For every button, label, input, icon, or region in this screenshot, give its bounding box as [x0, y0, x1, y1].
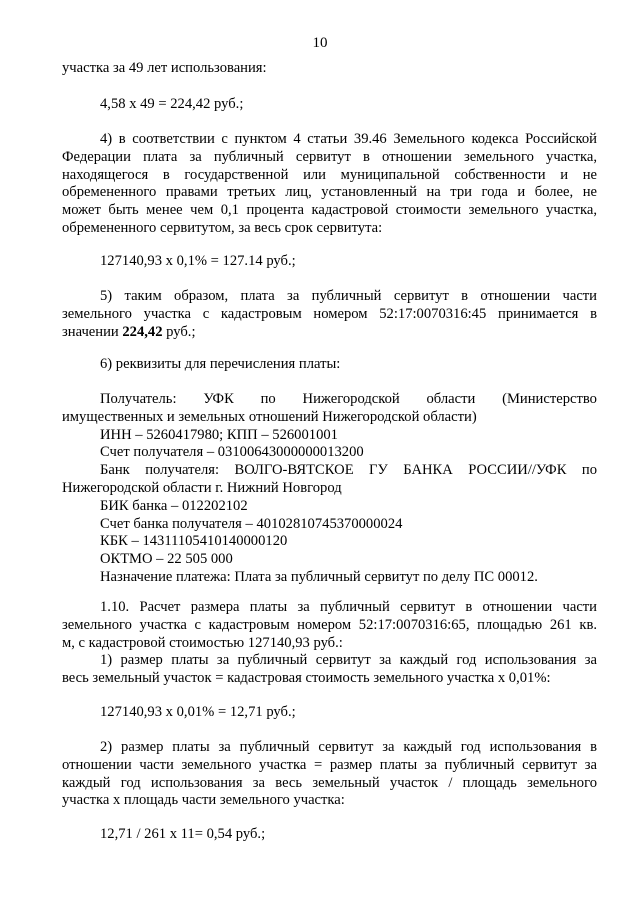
- text-line: 5) таким образом, плата за публичный сервитут в отношении части: [100, 288, 597, 304]
- bank-account-line: Счет банка получателя – 40102810745370000024: [100, 515, 403, 532]
- text-line: Нижегородской области г. Нижний Новгород: [62, 479, 342, 496]
- text-line: значении 224,42 руб.;: [62, 323, 196, 340]
- recipient-bank-line: Банк получателя: ВОЛГО-ВЯТСКОЕ ГУ БАНКА РОССИИ//УФК по: [100, 462, 597, 479]
- text-line: отношении части земельного участка = размер платы за публичный сервитут за: [62, 756, 597, 773]
- kbk-line: КБК – 14311105410140000120: [100, 533, 288, 550]
- text-line: весь земельный участок = кадастровая стоимость земельного участка х 0,01%:: [62, 670, 551, 687]
- text-line: 4) в соответствии с пунктом 4 статьи 39.46 Земельного кодекса Российской: [100, 131, 597, 147]
- text-line: 127140,93 х 0,01% = 12,71 руб.;: [100, 704, 296, 720]
- text-line: 1.10. Расчет размера платы за публичный сервитут в отношении части: [100, 599, 597, 615]
- formula-annual-total: [100, 96, 597, 114]
- payment-requisites: [62, 391, 597, 587]
- recipient-account-line: Счет получателя – 03100643000000013200: [100, 444, 364, 461]
- paragraph-section-1-10: [62, 599, 597, 688]
- formula-part-fee: [100, 826, 597, 844]
- payment-purpose-line: Назначение платежа: Плата за публичный сервитут по делу ПС 00012.: [100, 568, 538, 585]
- text-line: обремененного правами третьих лиц, установленный на три года и более, не: [62, 184, 597, 201]
- text-line: находящегося в государственной или муниципальной собственности и не: [62, 166, 597, 183]
- formula-annual-fee: [100, 704, 597, 722]
- oktmo-line: ОКТМО – 22 505 000: [100, 551, 233, 568]
- text-line: участка х площадь части земельного участка:: [62, 792, 345, 809]
- text-line: может быть менее чем 0,1 процента кадастровой стоимости земельного участка,: [62, 202, 597, 219]
- text-line: обремененного сервитутом, за весь срок сервитута:: [62, 219, 383, 236]
- recipient-line: Получатель: УФК по Нижегородской области (Министерство: [100, 391, 597, 407]
- text-line: 1) размер платы за публичный сервитут за каждый год использования за: [100, 652, 597, 669]
- text-line: 12,71 / 261 х 11= 0,54 руб.;: [100, 826, 266, 842]
- text-line: каждый год использования за весь земельный участок / площадь земельного: [62, 774, 597, 791]
- text-line: м, с кадастровой стоимостью 127140,93 руб.:: [62, 634, 343, 651]
- formula-minimum-payment: [100, 253, 597, 271]
- paragraph-item-4: [62, 131, 597, 238]
- paragraph-item-5: [62, 288, 597, 341]
- paragraph-item-2: [62, 739, 597, 810]
- text-line: 127140,93 х 0,1% = 127.14 руб.;: [100, 253, 296, 269]
- text-line: имущественных и земельных отношений Нижегородской области): [62, 408, 477, 425]
- text-line: 2) размер платы за публичный сервитут за каждый год использования в: [100, 739, 597, 755]
- paragraph-item-6: [100, 356, 597, 374]
- text-line: 6) реквизиты для перечисления платы:: [100, 356, 341, 372]
- paragraph-usage-years: [62, 60, 597, 78]
- text-line: земельного участка с кадастровым номером 52:17:0070316:45 принимается в: [62, 305, 597, 322]
- text-line: Федерации плата за публичный сервитут в отношении земельного участка,: [62, 148, 597, 165]
- bik-line: БИК банка – 012202102: [100, 497, 248, 514]
- inn-kpp-line: ИНН – 5260417980; КПП – 526001001: [100, 426, 338, 443]
- payment-amount: 224,42: [122, 323, 163, 340]
- text-line: 4,58 х 49 = 224,42 руб.;: [100, 96, 244, 112]
- page-number: 10: [312, 35, 328, 51]
- text-line: участка за 49 лет использования:: [62, 60, 267, 76]
- text-line: земельного участка с кадастровым номером 52:17:0070316:65, площадью 261 кв.: [62, 616, 597, 633]
